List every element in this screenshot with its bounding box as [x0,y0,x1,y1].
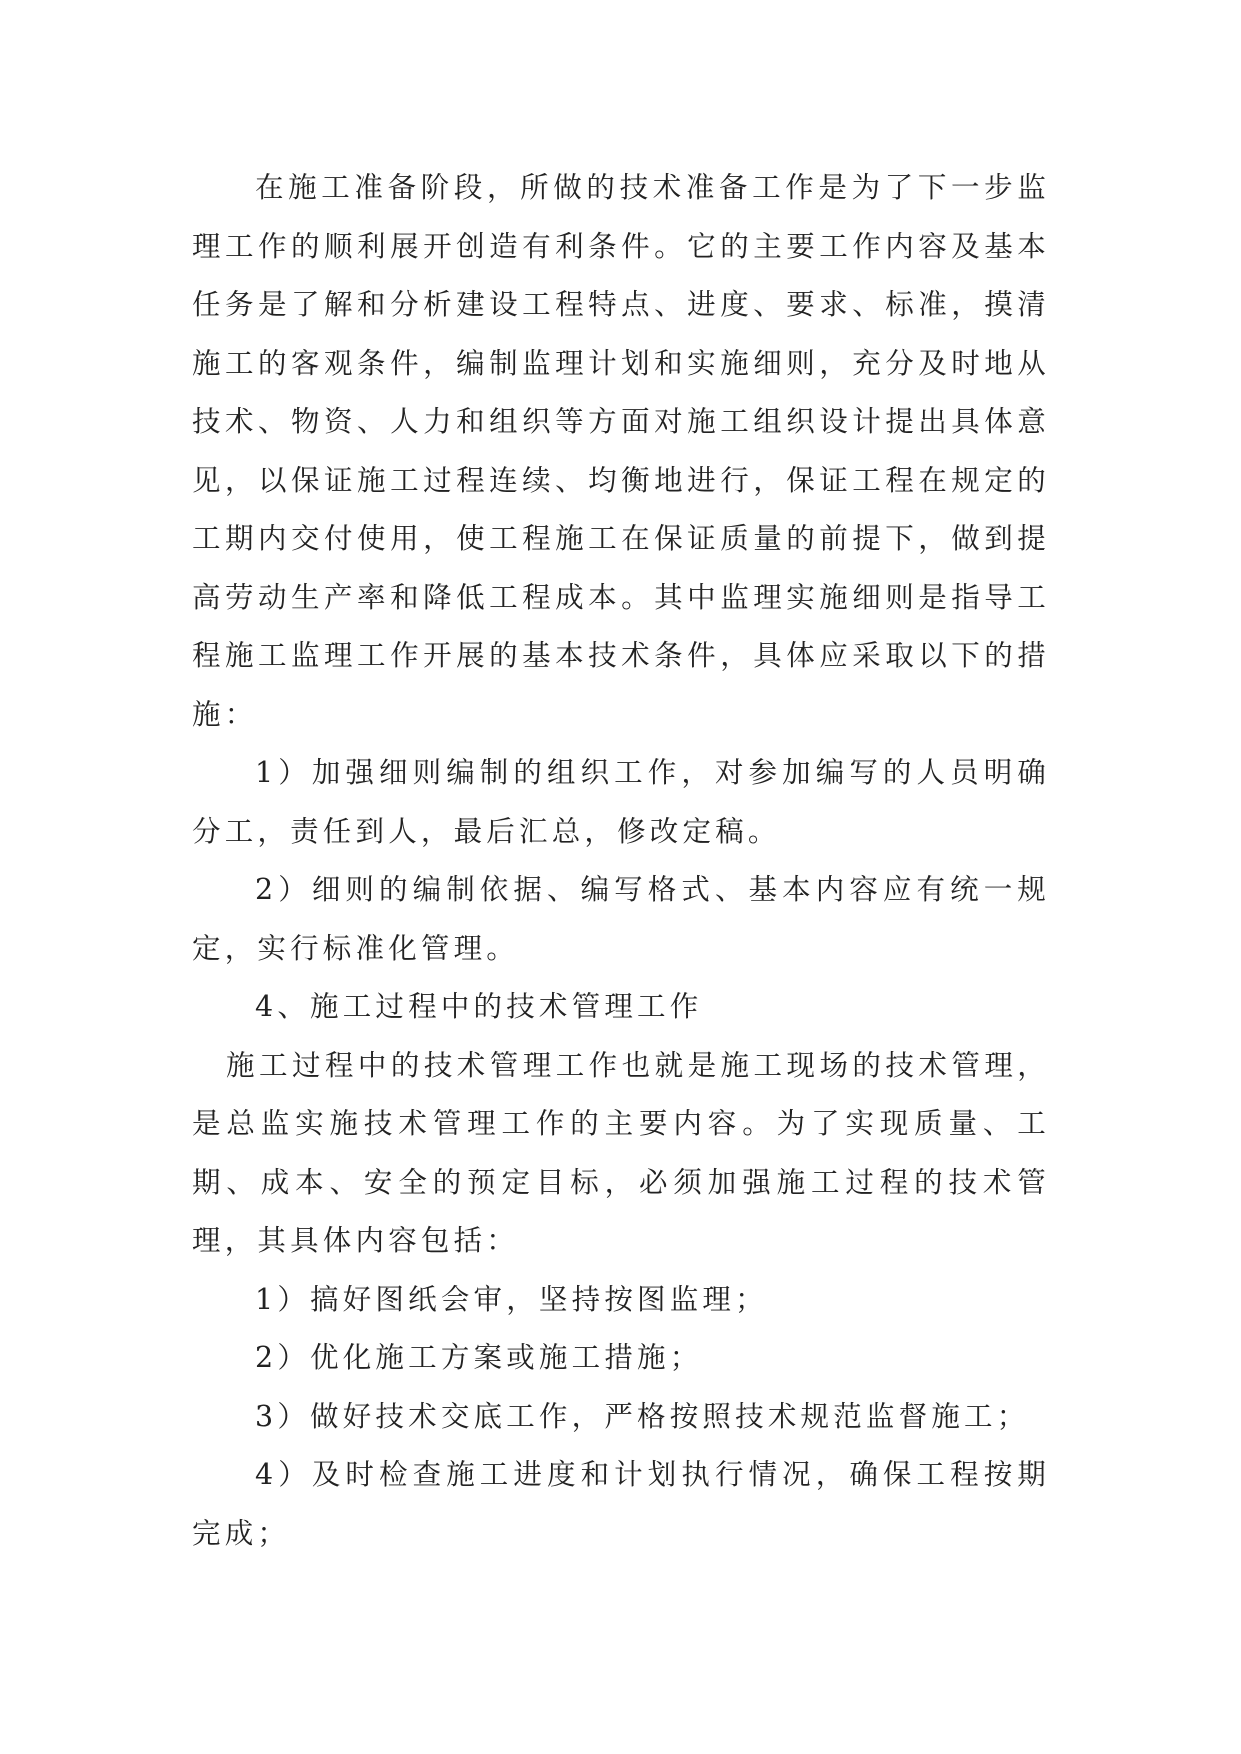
paragraph-measure-1: 1）加强细则编制的组织工作，对参加编写的人员明确分工，责任到人，最后汇总，修改定稿。 [192,756,1050,848]
list-item-4: 4）及时检查施工进度和计划执行情况，确保工程按期完成； [192,1458,1050,1550]
paragraph-preparation-stage: 在施工准备阶段，所做的技术准备工作是为了下一步监理工作的顺利展开创造有利条件。它的主要工作内容及基本任务是了解和分析建设工程特点、进度、要求、标准，摸清施工的客观条件，编制监理计划和实施细则，充分及时地从技术、物资、人力和组织等方面对施工组织设计提出具体意见，以保证施工过程连续、均衡地进行，保证工程在规定的工期内交付使用，使工程施工在保证质量的前提下，做到提高劳动生产率和降低工程成本。其中监理实施细则是指导工程施工监理工作开展的基本技术条件，具体应采取以下的措施： [192,171,1050,731]
paragraph-measure-2: 2）细则的编制依据、编写格式、基本内容应有统一规定，实行标准化管理。 [192,873,1050,965]
list-item-3: 3）做好技术交底工作，严格按照技术规范监督施工； [255,1399,1030,1433]
section-heading-construction-technical-management: 4、施工过程中的技术管理工作 [255,990,703,1023]
paragraph-construction-process: 施工过程中的技术管理工作也就是施工现场的技术管理，是总监实施技术管理工作的主要内容。为了实现质量、工期、成本、安全的预定目标，必须加强施工过程的技术管理，其具体内容包括： [192,1048,1050,1257]
list-item-1: 1）搞好图纸会审，坚持按图监理； [255,1282,768,1316]
document-body [192,159,1050,1563]
list-item-2: 2）优化施工方案或施工措施； [255,1341,703,1374]
